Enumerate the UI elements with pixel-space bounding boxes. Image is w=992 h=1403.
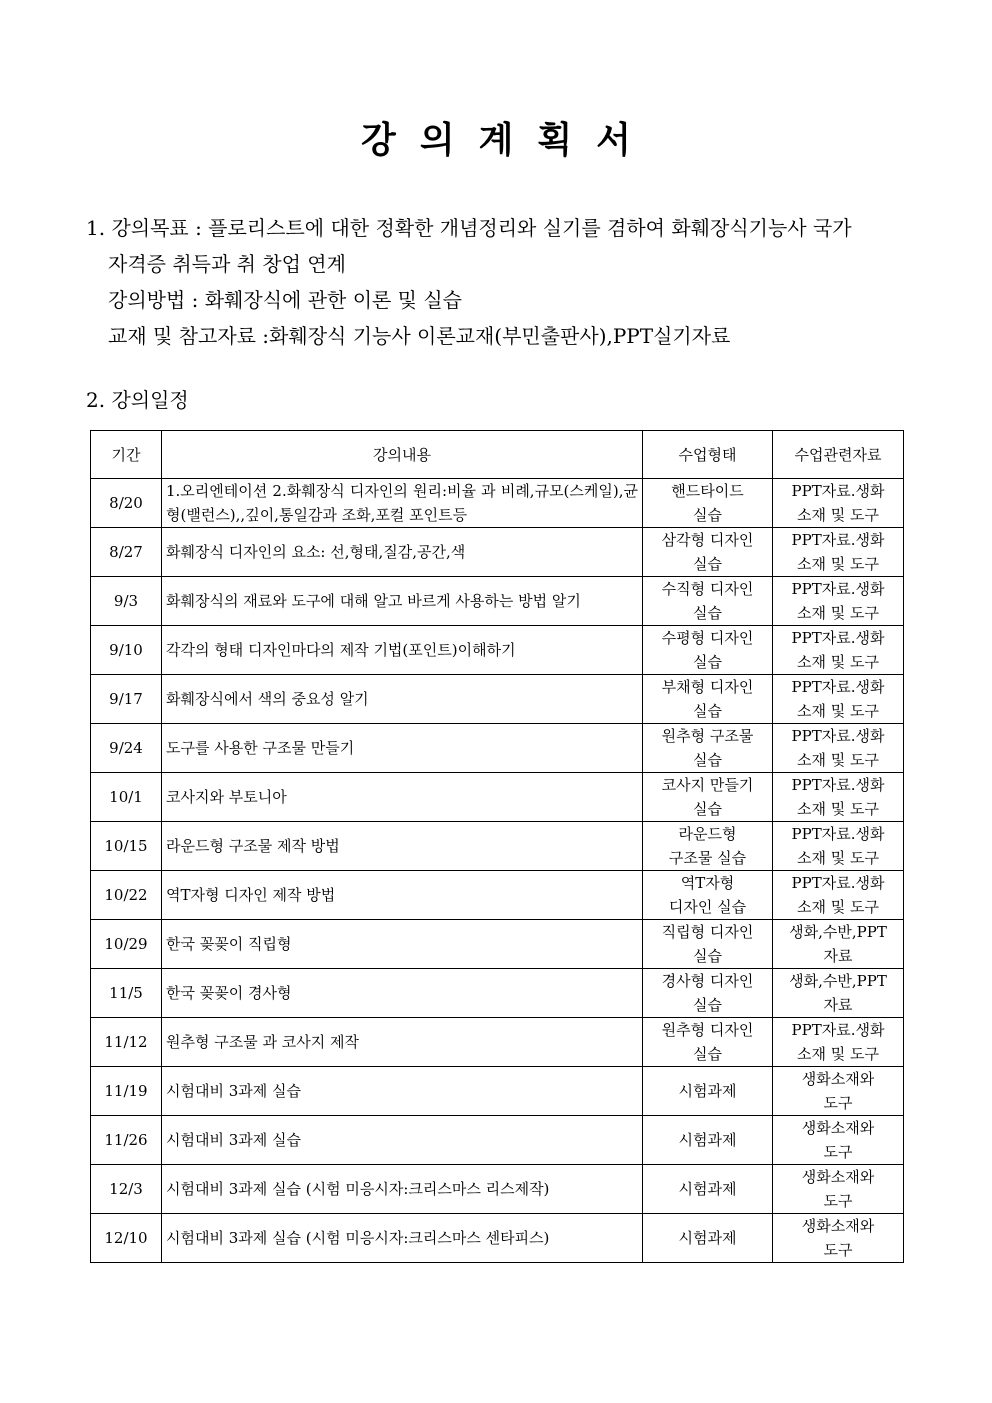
row-material [773,969,904,1018]
row-content: 화훼장식에서 색의 중요성 알기 [162,675,643,724]
table-row [91,479,904,528]
row-format [643,724,773,773]
row-format-line: 원추형 구조물 [661,727,754,745]
row-material-line: 생화,수반,PPT [789,972,887,990]
row-material-line: PPT자료.생화 [791,1021,885,1039]
row-format [643,773,773,822]
table-row [91,626,904,675]
row-material-line: PPT자료.생화 [791,776,885,794]
row-material [773,1018,904,1067]
table-row [91,528,904,577]
row-material-line: PPT자료.생화 [791,874,885,892]
course-method: 강의방법 : 화훼장식에 관한 이론 및 실습 [108,288,463,312]
row-format-line: 실습 [693,751,722,769]
row-material-line: PPT자료.생화 [791,727,885,745]
row-format-line: 실습 [693,653,722,671]
document-title: 강의계획서 [361,120,655,161]
row-period: 12/3 [91,1165,162,1214]
course-objective-cont: 자격증 취득과 취 창업 연계 [108,252,346,276]
header-period: 기간 [91,431,162,479]
row-material-line: 생화소재와 [801,1168,875,1186]
table-row [91,969,904,1018]
row-format-line: 실습 [693,800,722,818]
row-material [773,920,904,969]
row-material [773,773,904,822]
row-format [643,626,773,675]
row-content: 각각의 형태 디자인마다의 제작 기법(포인트)이해하기 [162,626,643,675]
row-format [643,1165,773,1214]
row-content: 시험대비 3과제 실습 (시험 미응시자:크리스마스 리스제작) [162,1165,643,1214]
row-format-line: 시험과제 [678,1082,737,1100]
row-material [773,479,904,528]
row-period: 10/1 [91,773,162,822]
row-period: 9/17 [91,675,162,724]
row-material-line: PPT자료.생화 [791,580,885,598]
row-format [643,822,773,871]
table-row [91,1067,904,1116]
row-material [773,871,904,920]
row-content: 역T자형 디자인 제작 방법 [162,871,643,920]
row-format [643,871,773,920]
table-row [91,675,904,724]
row-format-line: 수직형 디자인 [661,580,754,598]
row-material-line: 도구 [823,1094,853,1112]
row-period: 9/24 [91,724,162,773]
row-material-line: 소재 및 도구 [797,604,879,622]
table-header-row [91,431,904,479]
row-period: 11/19 [91,1067,162,1116]
row-content: 1.오리엔테이션 2.화훼장식 디자인의 원리:비율 과 비례,규모(스케일),균형(밸런스),,깊이,통일감과 조화,포컬 포인트등 [162,479,643,528]
row-material-line: 자료 [823,996,853,1014]
row-material-line: 소재 및 도구 [797,898,879,916]
row-format-line: 시험과제 [678,1180,737,1198]
row-material-line: 생화소재와 [801,1070,875,1088]
row-material-line: 도구 [823,1143,853,1161]
row-content: 코사지와 부토니아 [162,773,643,822]
row-format-line: 역T자형 [680,874,735,892]
row-format [643,1067,773,1116]
row-material-line: 도구 [823,1192,853,1210]
row-period: 11/26 [91,1116,162,1165]
table-row [91,1165,904,1214]
course-objective: 1. 강의목표 : 플로리스트에 대한 정확한 개념정리와 실기를 겸하여 화훼장식기능사 국가 [86,216,852,240]
row-format-line: 실습 [693,555,722,573]
row-format-line: 원추형 디자인 [661,1021,754,1039]
row-period: 11/12 [91,1018,162,1067]
row-period: 10/22 [91,871,162,920]
row-material-line: PPT자료.생화 [791,629,885,647]
row-content: 한국 꽂꽂이 경사형 [162,969,643,1018]
row-period: 10/29 [91,920,162,969]
row-period: 11/5 [91,969,162,1018]
row-format-line: 실습 [693,702,722,720]
row-format-line: 실습 [693,506,722,524]
table-row [91,1116,904,1165]
row-material-line: PPT자료.생화 [791,825,885,843]
row-format [643,675,773,724]
row-format-line: 핸드타이드 [671,482,744,500]
row-period: 8/20 [91,479,162,528]
row-material-line: 도구 [823,1241,853,1259]
header-content: 강의내용 [162,431,643,479]
row-period: 9/3 [91,577,162,626]
row-format-line: 수평형 디자인 [661,629,754,647]
table-row [91,577,904,626]
row-material-line: 소재 및 도구 [797,702,879,720]
row-content: 라운드형 구조물 제작 방법 [162,822,643,871]
table-row [91,773,904,822]
row-material-line: PPT자료.생화 [791,531,885,549]
row-material-line: 소재 및 도구 [797,751,879,769]
row-format-line: 라운드형 [678,825,737,843]
row-material-line: 소재 및 도구 [797,849,879,867]
row-material-line: 소재 및 도구 [797,653,879,671]
row-material-line: 생화소재와 [801,1217,875,1235]
row-content: 시험대비 3과제 실습 [162,1116,643,1165]
table-row [91,724,904,773]
table-row [91,920,904,969]
row-format-line: 구조물 실습 [668,849,747,867]
row-content: 도구를 사용한 구조물 만들기 [162,724,643,773]
row-format-line: 부채형 디자인 [661,678,754,696]
row-format [643,969,773,1018]
row-format-line: 디자인 실습 [668,898,747,916]
row-format-line: 실습 [693,947,722,965]
course-overview [86,210,916,354]
row-period: 8/27 [91,528,162,577]
row-material-line: PPT자료.생화 [791,678,885,696]
table-row [91,1214,904,1263]
table-row [91,822,904,871]
row-content: 시험대비 3과제 실습 [162,1067,643,1116]
row-material [773,675,904,724]
row-format [643,1018,773,1067]
row-material [773,577,904,626]
row-material [773,1165,904,1214]
row-material [773,1214,904,1263]
row-format-line: 실습 [693,1045,722,1063]
row-content: 한국 꽂꽂이 직립형 [162,920,643,969]
row-format [643,1116,773,1165]
schedule-heading: 2. 강의일정 [86,388,189,412]
row-material-line: 생화,수반,PPT [789,923,887,941]
row-material [773,822,904,871]
row-format [643,577,773,626]
row-material-line: 생화소재와 [801,1119,875,1137]
row-period: 12/10 [91,1214,162,1263]
row-material [773,1116,904,1165]
row-format [643,528,773,577]
row-format-line: 직립형 디자인 [661,923,754,941]
row-material [773,626,904,675]
row-material-line: PPT자료.생화 [791,482,885,500]
row-material-line: 소재 및 도구 [797,800,879,818]
row-format [643,479,773,528]
row-format-line: 실습 [693,604,722,622]
row-format-line: 코사지 만들기 [661,776,754,794]
row-format-line: 실습 [693,996,722,1014]
row-period: 9/10 [91,626,162,675]
row-period: 10/15 [91,822,162,871]
table-row [91,1018,904,1067]
row-format-line: 삼각형 디자인 [661,531,754,549]
row-content: 시험대비 3과제 실습 (시험 미응시자:크리스마스 센타피스) [162,1214,643,1263]
row-material [773,724,904,773]
table-row [91,871,904,920]
row-material [773,1067,904,1116]
row-content: 화훼장식의 재료와 도구에 대해 알고 바르게 사용하는 방법 알기 [162,577,643,626]
row-content: 원추형 구조물 과 코사지 제작 [162,1018,643,1067]
row-format [643,920,773,969]
row-format [643,1214,773,1263]
row-material-line: 소재 및 도구 [797,1045,879,1063]
row-material [773,528,904,577]
row-material-line: 소재 및 도구 [797,506,879,524]
schedule-body [91,479,904,1263]
row-format-line: 시험과제 [678,1229,737,1247]
row-format-line: 시험과제 [678,1131,737,1149]
row-material-line: 소재 및 도구 [797,555,879,573]
header-format: 수업형태 [643,431,773,479]
row-material-line: 자료 [823,947,853,965]
row-content: 화훼장식 디자인의 요소: 선,형태,질감,공간,색 [162,528,643,577]
header-material: 수업관련자료 [773,431,904,479]
row-format-line: 경사형 디자인 [661,972,754,990]
course-textbook: 교재 및 참고자료 :화훼장식 기능사 이론교재(부민출판사),PPT실기자료 [108,324,731,348]
schedule-table [90,430,904,1263]
